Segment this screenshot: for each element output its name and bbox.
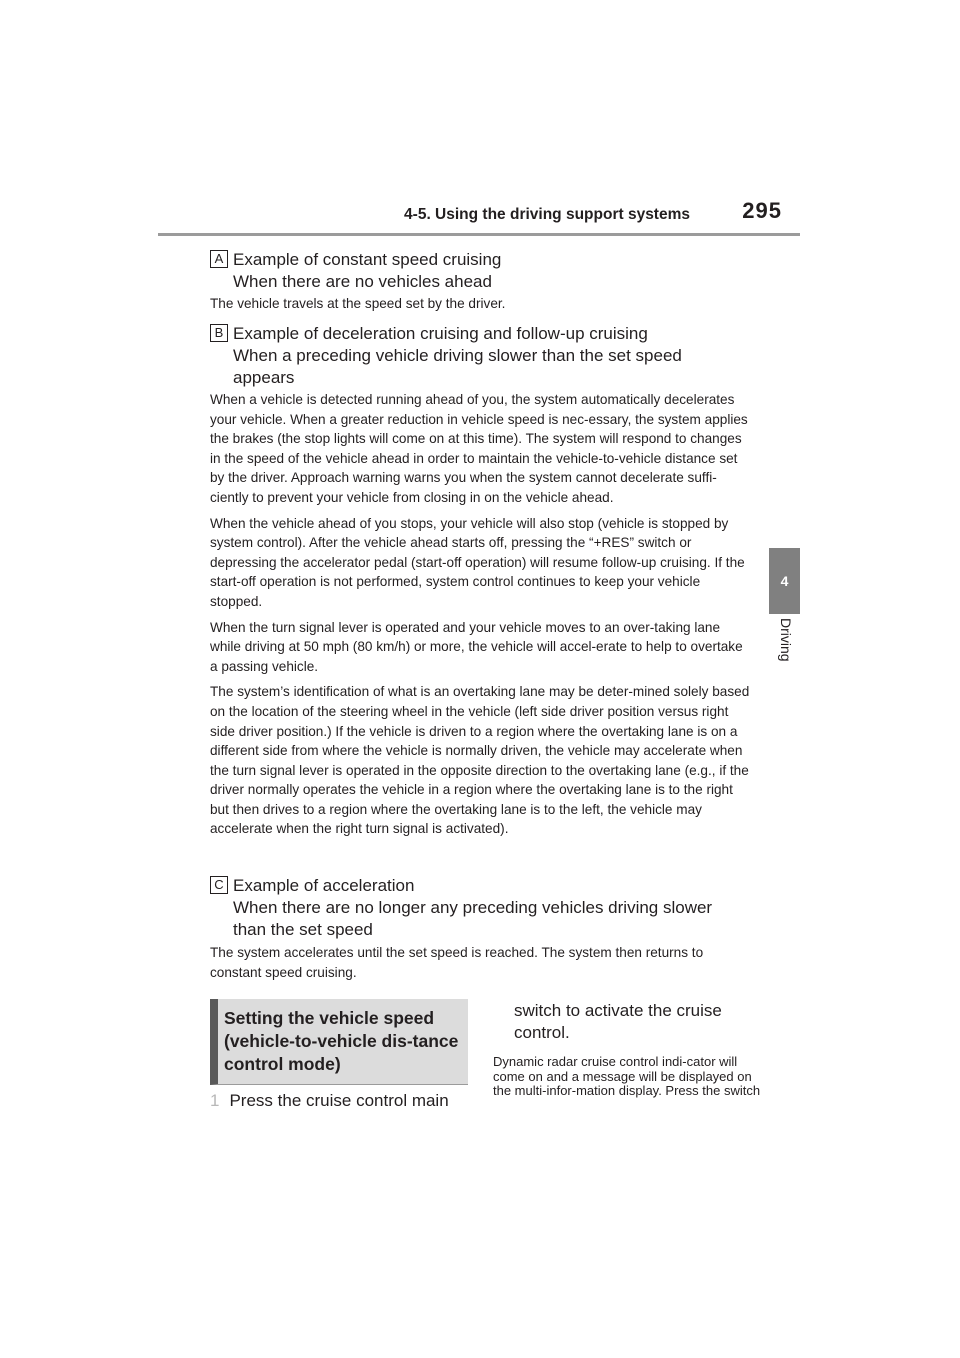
marker-b: B [210,324,228,342]
section-c-heading-line1: Example of acceleration [233,876,415,895]
section-c-heading [233,875,743,941]
page-number: 295 [742,198,782,223]
setting-speed-heading-box [210,999,468,1085]
chapter-tab [769,548,800,614]
section-a-heading [233,249,753,293]
section-c-heading-line2: When there are no longer any preceding vehicles driving slower than the set speed [233,898,713,939]
section-b-paragraph-3: When the turn signal lever is operated and your vehicle moves to an over-taking lane while driving at 50 mph (80 km/h) or more, the vehicle will accel-erate to help to overtake a passing vehicle. [210,619,743,674]
step-number: 1 [210,1091,220,1110]
section-c-text [210,943,750,982]
section-b-paragraph-2: When the vehicle ahead of you stops, your vehicle will also stop (vehicle is stopped by system control). After the vehicle ahead starts off, pressing the “+RES” switch or depressing the accelerator pedal (start-off operation) will resume follow-up cruising. If the start-off operation is not performed, system control continues to keep your vehicle stopped. [210,515,745,609]
marker-c: C [210,876,228,894]
section-a-paragraph: The vehicle travels at the speed set by the driver. [210,296,506,311]
setting-speed-heading: Setting the vehicle speed (vehicle-to-vehicle dis-tance control mode) [224,1008,459,1074]
section-a-heading-line1: Example of constant speed cruising [233,250,502,269]
section-b-paragraph-1: When a vehicle is detected running ahead of you, the system automatically decelerates your vehicle. When a greater reduction in vehicle speed is nec-essary, the system applies the brakes (the stop lights will come on at this time). The system will respond to changes in the speed of the vehicle ahead in order to maintain the vehicle-to-vehicle distance set by the driver. Approach warning warns you when the system cannot decelerate suffi-ciently to prevent your vehicle from closing in on the vehicle ahead. [210,392,748,505]
section-a-heading-line2: When there are no vehicles ahead [233,272,492,291]
section-b-heading [233,323,708,389]
step-1-continuation: switch to activate the cruise control. [514,1001,722,1042]
section-b-paragraph-4: The system’s identification of what is an overtaking lane may be deter-mined solely based on the location of the steering wheel in the vehicle (left side driver position versus right side driver position.) If the vehicle is driven to a region where the overtaking lane is on a different side from where the vehicle is normally driven, the vehicle may accelerate when the turn signal lever is operated in the opposite direction to the overtaking lane (e.g., if the driver normally operates the vehicle in a region where the overtaking lane is to the right but then drives to a region where the overtaking lane is to the left, the vehicle may accelerate when the right turn signal is activated). [210,684,750,837]
chapter-number: 4 [780,573,789,589]
chapter-name: Driving [778,618,794,662]
section-a-text [210,294,750,314]
step-1-text: Press the cruise control main [229,1091,449,1110]
step-1-note: Dynamic radar cruise control indi-cator will come on and a message will be displayed on the multi-infor-mation display. Press the switch [493,1054,761,1098]
section-c-paragraph: The system accelerates until the set speed is reached. The system then returns to constant speed cruising. [210,945,704,980]
section-b-heading-line1: Example of deceleration cruising and follow-up cruising [233,324,648,343]
marker-a: A [210,250,228,268]
section-b-heading-line2: When a preceding vehicle driving slower than the set speed appears [233,346,682,387]
section-b-text [210,390,750,839]
section-header-title: 4-5. Using the driving support systems [404,206,690,223]
step-1 [210,1090,480,1112]
header-divider [158,233,800,236]
